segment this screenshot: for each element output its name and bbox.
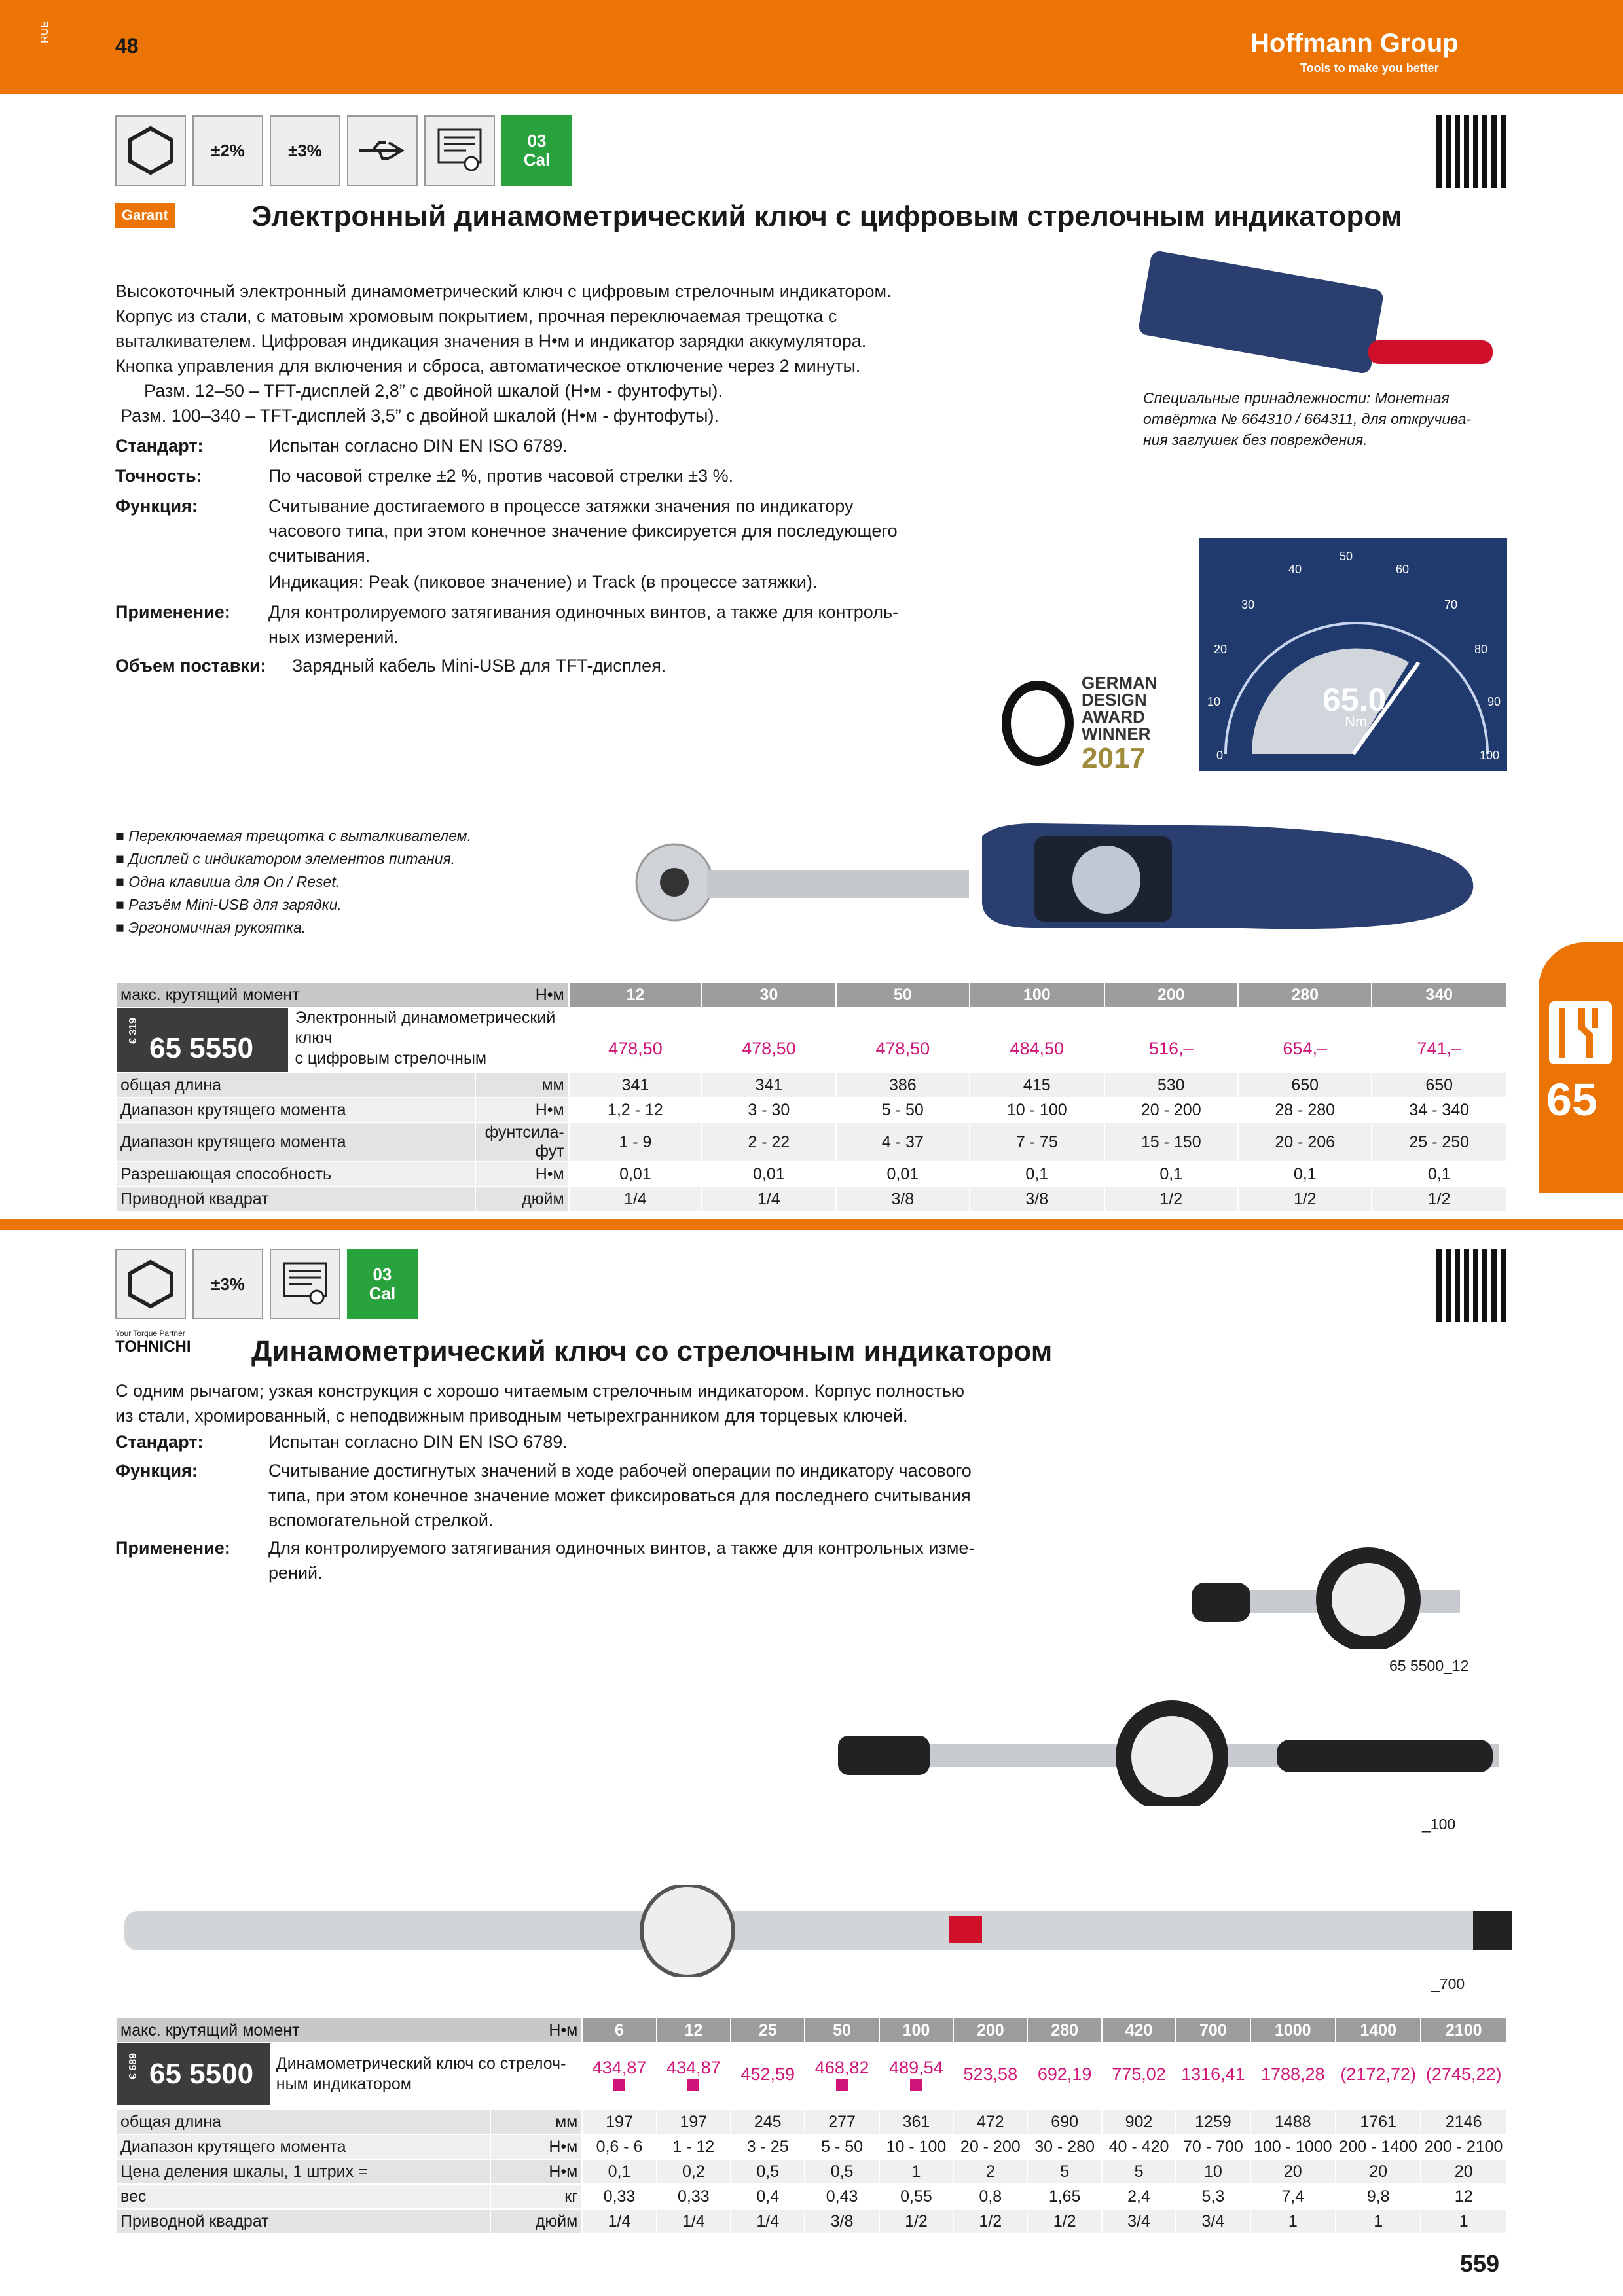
design-award-logo — [1002, 681, 1074, 766]
accessory-note: Специальные принадлежности: Монетная отвёртка № 664310 / 664311, для откручива- ния заглушек без повреждения. — [1143, 389, 1472, 448]
table-cell: 34 - 340 — [1372, 1098, 1506, 1122]
spec-table-1 — [115, 1072, 1507, 1212]
table-cell: 3/8 — [836, 1187, 970, 1211]
row-label: Разрешающая способность — [116, 1162, 475, 1187]
section2-title: Динамометрический ключ со стрелочным индикатором — [251, 1335, 1053, 1367]
section-divider — [0, 1219, 1623, 1230]
table-cell: 245 — [731, 2109, 805, 2134]
table1-size: 50 — [836, 982, 970, 1007]
screwdriver-photo — [1368, 340, 1493, 364]
table-cell: 0,1 — [1372, 1162, 1506, 1187]
stock-mark-icon — [613, 2079, 625, 2091]
table-cell: 1,65 — [1027, 2184, 1101, 2209]
gauge-value: 65.0 — [1322, 681, 1387, 718]
table-cell: 1/2 — [1027, 2209, 1101, 2234]
table1-size: 280 — [1238, 982, 1372, 1007]
table-cell: 0,1 — [970, 1162, 1104, 1187]
table-cell: 1 — [1421, 2209, 1506, 2234]
table2-size: 25 — [731, 2018, 805, 2043]
table-cell: 100 - 1000 — [1250, 2134, 1336, 2159]
price-value: 1788,28 — [1260, 2064, 1325, 2084]
table-cell: 197 — [582, 2109, 656, 2134]
table-cell: 20 - 206 — [1238, 1122, 1372, 1162]
table2-size: 12 — [657, 2018, 731, 2043]
table-row — [116, 2159, 1506, 2184]
table-cell: 0,01 — [836, 1162, 970, 1187]
table-cell: 0,1 — [1104, 1162, 1238, 1187]
caption-3: _700 — [1431, 1975, 1465, 1992]
table-cell: 0,8 — [953, 2184, 1027, 2209]
dial-wrench-large-photo — [124, 1885, 1512, 1977]
table-cell: 2146 — [1421, 2109, 1506, 2134]
footer-page-number: 559 — [1460, 2250, 1500, 2277]
table-row — [116, 1122, 1506, 1162]
dial-wrench-small-photo — [1185, 1532, 1512, 1649]
table-cell: 0,33 — [657, 2184, 731, 2209]
price-value: 692,19 — [1037, 2064, 1092, 2084]
section2-specs: Стандарт: Испытан согласно DIN EN ISO 6789. Функция: Считывание достигнутых значений в ходе рабочей операции по индикатору часового типа, при этом конечное значение может фиксироваться для последнего считывания вспомогательной стрелкой. Применение: Для контролируемого затягивания одиночных винтов, а также для контрольных изме- рений. — [115, 1432, 975, 1583]
table-cell: 200 - 1400 — [1336, 2134, 1421, 2159]
table1-size: 340 — [1372, 982, 1506, 1007]
stock-mark-icon — [687, 2079, 699, 2091]
table2-size: 280 — [1027, 2018, 1101, 2043]
row-label: общая длина — [116, 1073, 475, 1098]
table-row — [116, 2134, 1506, 2159]
table-cell: 30 - 280 — [1027, 2134, 1101, 2159]
row-unit: Н•м — [475, 1098, 568, 1122]
table-cell: 20 - 200 — [1104, 1098, 1238, 1122]
price-cell — [657, 2043, 731, 2106]
table-cell: 690 — [1027, 2109, 1101, 2134]
feature-bullets: ■ Переключаемая трещотка с выталкивателем. ■ Дисплей с индикатором элементов питания. ■ Одна клавиша для On / Reset. ■ Разъём Mini-USB для зарядки. ■ Эргономичная рукоятка. — [115, 825, 471, 939]
table-cell: 0,01 — [569, 1162, 702, 1187]
table-cell: 10 — [1176, 2159, 1250, 2184]
price-value: 489,54 — [889, 2057, 943, 2077]
price-cell — [805, 2043, 879, 2106]
table2-size: 6 — [582, 2018, 656, 2043]
table-cell: 1/4 — [731, 2209, 805, 2234]
table-cell: 5 — [1102, 2159, 1176, 2184]
price-cell — [1027, 2043, 1101, 2106]
size-line-1: Разм. 12–50 – TFT-дисплей 2,8” с двойной шкалой (Н•м - фунтофуты). — [144, 381, 723, 401]
table1-size: 12 — [569, 982, 702, 1007]
feature-icons-1 — [115, 115, 572, 186]
row-unit: кг — [490, 2184, 582, 2209]
article-number-2: € 689 65 5500 — [116, 2043, 270, 2106]
table-cell: 5 — [1027, 2159, 1101, 2184]
row-unit: Н•м — [490, 2159, 582, 2184]
table2-size: 100 — [879, 2018, 953, 2043]
row-label: Приводной квадрат — [116, 1187, 475, 1211]
qr-code-2 — [1436, 1249, 1510, 1322]
table-cell: 70 - 700 — [1176, 2134, 1250, 2159]
table-cell: 5,3 — [1176, 2184, 1250, 2209]
certificate-icon — [424, 115, 495, 186]
table-cell: 25 - 250 — [1372, 1122, 1506, 1162]
table-cell: 20 — [1250, 2159, 1336, 2184]
table2-size: 420 — [1102, 2018, 1176, 2043]
section1-specs: Стандарт: Испытан согласно DIN EN ISO 6789. Точность: По часовой стрелке ±2 %, против часовой стрелки ±3 %. Функция: Считывание достигаемого в процессе затяжки значения по индикатору часового типа, при этом конечное значение фиксируется для последующего считывания. Индикация: Peak (пиковое значение) и Track (в процессе затяжки). Применение: Для контролируемого затягивания одиночных винтов, а также для контроль- ных измерений. Объем поставки: Зарядный кабель Mini-USB для TFT-дисплея. — [115, 436, 899, 675]
wrench-tool-icon — [1549, 1001, 1612, 1064]
price-value: (2172,72) — [1340, 2064, 1416, 2084]
row-unit: фунтсила-фут — [475, 1122, 568, 1162]
price-cell: 478,50 — [569, 1007, 702, 1090]
price-value: 468,82 — [814, 2057, 869, 2077]
table1-size: 200 — [1104, 982, 1238, 1007]
table-row — [116, 2184, 1506, 2209]
gauge-unit: Nm — [1345, 713, 1368, 730]
calibration-badge: 03 Cal — [347, 1249, 418, 1319]
table-cell: 0,33 — [582, 2184, 656, 2209]
garant-logo: Garant — [115, 203, 175, 228]
tohnichi-logo: Your Torque Partner TOHNICHI — [115, 1329, 191, 1355]
table-row — [116, 1098, 1506, 1122]
price-cell — [953, 2043, 1027, 2106]
table2-size: 50 — [805, 2018, 879, 2043]
price-cell — [1102, 2043, 1176, 2106]
table1-size: 30 — [702, 982, 835, 1007]
hex-icon — [115, 115, 186, 186]
row-label: общая длина — [116, 2109, 490, 2134]
table-row — [116, 1187, 1506, 1211]
language-code: RUE — [39, 21, 50, 43]
row-unit: мм — [475, 1073, 568, 1098]
table-row — [116, 2109, 1506, 2134]
table-cell: 1/2 — [879, 2209, 953, 2234]
usb-icon — [347, 115, 418, 186]
row-unit: Н•м — [475, 1162, 568, 1187]
price-cell — [1250, 2043, 1336, 2106]
price-cell: 478,50 — [836, 1007, 970, 1090]
brand-name: Hoffmann Group — [1250, 29, 1459, 58]
chapter-tab — [1539, 942, 1623, 1193]
price-cell — [1336, 2043, 1421, 2106]
brand-tagline: Tools to make you better — [1300, 62, 1439, 75]
accuracy-3-icon: ±3% — [270, 115, 340, 186]
table-row — [116, 1162, 1506, 1187]
certificate-icon — [270, 1249, 340, 1319]
product-name-2: Динамометрический ключ со стрелоч- ным индикатором — [270, 2043, 583, 2106]
table-cell: 1488 — [1250, 2109, 1336, 2134]
table-cell: 1/2 — [1104, 1187, 1238, 1211]
table-cell: 386 — [836, 1073, 970, 1098]
calibration-badge: 03 Cal — [501, 115, 572, 186]
table2-size: 1000 — [1250, 2018, 1336, 2043]
table-cell: 20 — [1336, 2159, 1421, 2184]
row-label: вес — [116, 2184, 490, 2209]
row-label: Цена деления шкалы, 1 штрих = — [116, 2159, 490, 2184]
price-cell: 516,– — [1104, 1007, 1238, 1090]
gauge-ticks: 0 10 20 30 40 50 60 70 80 90 100 — [1207, 550, 1501, 762]
table-cell: 1 - 12 — [657, 2134, 731, 2159]
table-cell: 341 — [702, 1073, 835, 1098]
table-cell: 1/2 — [953, 2209, 1027, 2234]
table-cell: 1/4 — [582, 2209, 656, 2234]
row-label: Диапазон крутящего момента — [116, 1098, 475, 1122]
section1-description: Высокоточный электронный динамометрический ключ с цифровым стрелочным индикатором. Корпус из стали, с матовым хромовым покрытием, прочная переключаемая трещотка с выталкивателем. Цифровая индикация значения в Н•м и индикатор зарядки аккумулятора. Кнопка управления для включения и сброса, автоматическое отключение через 2 минуты. — [115, 281, 892, 376]
table-cell: 7 - 75 — [970, 1122, 1104, 1162]
price-cell — [879, 2043, 953, 2106]
table-cell: 5 - 50 — [836, 1098, 970, 1122]
table-cell: 1 — [1250, 2209, 1336, 2234]
price-cell — [1421, 2043, 1506, 2106]
accuracy-3-icon: ±3% — [192, 1249, 263, 1319]
price-cell — [731, 2043, 805, 2106]
table-cell: 40 - 420 — [1102, 2134, 1176, 2159]
table-cell: 1761 — [1336, 2109, 1421, 2134]
table-cell: 28 - 280 — [1238, 1098, 1372, 1122]
price-value: 452,59 — [740, 2064, 795, 2084]
product-table-2 — [115, 2017, 1507, 2106]
table-cell: 12 — [1421, 2184, 1506, 2209]
price-cell: 741,– — [1372, 1007, 1506, 1090]
table-cell: 2,4 — [1102, 2184, 1176, 2209]
price-value: 434,87 — [592, 2057, 647, 2077]
table-row — [116, 1073, 1506, 1098]
table-cell: 530 — [1104, 1073, 1238, 1098]
table1-size: 100 — [970, 982, 1104, 1007]
table-cell: 650 — [1372, 1073, 1506, 1098]
table-cell: 3/8 — [805, 2209, 879, 2234]
table-cell: 0,01 — [702, 1162, 835, 1187]
table-cell: 3/4 — [1176, 2209, 1250, 2234]
table-cell: 1/2 — [1238, 1187, 1372, 1211]
stock-mark-icon — [836, 2079, 848, 2091]
table-cell: 9,8 — [1336, 2184, 1421, 2209]
table-cell: 3/8 — [970, 1187, 1104, 1211]
table-cell: 2 — [953, 2159, 1027, 2184]
table-cell: 0,55 — [879, 2184, 953, 2209]
table-cell: 1/2 — [1372, 1187, 1506, 1211]
electronic-wrench-photo — [629, 817, 1480, 948]
article-number-1: € 319 65 5550 — [116, 1007, 289, 1090]
table-cell: 0,1 — [1238, 1162, 1372, 1187]
table2-size: 1400 — [1336, 2018, 1421, 2043]
price-cell: 654,– — [1238, 1007, 1372, 1090]
price-cell — [582, 2043, 656, 2106]
table-cell: 197 — [657, 2109, 731, 2134]
table-cell: 5 - 50 — [805, 2134, 879, 2159]
accuracy-2-icon: ±2% — [192, 115, 263, 186]
chapter-number: 65 — [1546, 1074, 1597, 1125]
stock-mark-icon — [910, 2079, 922, 2091]
section1-title: Электронный динамометрический ключ с цифровым стрелочным индикатором — [251, 200, 1403, 232]
table-cell: 0,4 — [731, 2184, 805, 2209]
price-cell: 484,50 — [970, 1007, 1104, 1090]
price-value: (2745,22) — [1425, 2064, 1502, 2084]
row-unit: Н•м — [490, 2134, 582, 2159]
table-cell: 0,6 - 6 — [582, 2134, 656, 2159]
table-cell: 1259 — [1176, 2109, 1250, 2134]
row-unit: дюйм — [490, 2209, 582, 2234]
product-name-1: Электронный динамометрический ключ с цифровым стрелочным — [289, 1007, 568, 1090]
table-cell: 361 — [879, 2109, 953, 2134]
table-cell: 1 - 9 — [569, 1122, 702, 1162]
table-cell: 1 — [1336, 2209, 1421, 2234]
row-label: Диапазон крутящего момента — [116, 1122, 475, 1162]
price-cell — [1176, 2043, 1250, 2106]
row-label: Диапазон крутящего момента — [116, 2134, 490, 2159]
table-cell: 20 — [1421, 2159, 1506, 2184]
table-cell: 10 - 100 — [879, 2134, 953, 2159]
row-unit: мм — [490, 2109, 582, 2134]
table-cell: 20 - 200 — [953, 2134, 1027, 2159]
table-cell: 1/4 — [657, 2209, 731, 2234]
table-cell: 3 - 30 — [702, 1098, 835, 1122]
hex-icon — [115, 1249, 186, 1319]
table-cell: 0,2 — [657, 2159, 731, 2184]
table2-head-label: макс. крутящий момент Н•м — [116, 2018, 582, 2043]
table-cell: 1/4 — [569, 1187, 702, 1211]
table-cell: 1,2 - 12 — [569, 1098, 702, 1122]
table2-size: 700 — [1176, 2018, 1250, 2043]
qr-code-1 — [1436, 115, 1510, 188]
table-cell: 3 - 25 — [731, 2134, 805, 2159]
price-cell: 478,50 — [702, 1007, 835, 1090]
table-cell: 4 - 37 — [836, 1122, 970, 1162]
table-cell: 341 — [569, 1073, 702, 1098]
spec-table-2 — [115, 2109, 1507, 2234]
caption-1: 65 5500_12 — [1389, 1657, 1469, 1674]
size-line-2: Разм. 100–340 – TFT-дисплей 3,5” с двойной шкалой (Н•м - фунтофуты). — [120, 406, 719, 425]
table-cell: 472 — [953, 2109, 1027, 2134]
table-cell: 0,1 — [582, 2159, 656, 2184]
table-cell: 650 — [1238, 1073, 1372, 1098]
section2-description: С одним рычагом; узкая конструкция с хорошо читаемым стрелочным индикатором. Корпус полностью из стали, хромированный, с неподвижным приводным четырехгранником для торцевых ключей. — [115, 1381, 965, 1426]
table2-size: 2100 — [1421, 2018, 1506, 2043]
table-cell: 1 — [879, 2159, 953, 2184]
table-row — [116, 2209, 1506, 2234]
dial-wrench-medium-photo — [831, 1689, 1512, 1806]
row-label: Приводной квадрат — [116, 2209, 490, 2234]
page-number: 48 — [115, 34, 139, 58]
feature-icons-2 — [115, 1249, 418, 1319]
table-cell: 7,4 — [1250, 2184, 1336, 2209]
table-cell: 0,5 — [731, 2159, 805, 2184]
price-value: 434,87 — [666, 2057, 721, 2077]
table1-head-label: макс. крутящий момент Н•м — [116, 982, 569, 1007]
table-cell: 1/4 — [702, 1187, 835, 1211]
row-unit: дюйм — [475, 1187, 568, 1211]
table-cell: 200 - 2100 — [1421, 2134, 1506, 2159]
design-award-text: GERMAN DESIGN AWARD WINNER 2017 — [1082, 673, 1158, 774]
table-cell: 2 - 22 — [702, 1122, 835, 1162]
table-cell: 0,5 — [805, 2159, 879, 2184]
table-cell: 3/4 — [1102, 2209, 1176, 2234]
table-cell: 0,43 — [805, 2184, 879, 2209]
price-value: 523,58 — [963, 2064, 1018, 2084]
price-value: 775,02 — [1112, 2064, 1166, 2084]
table2-size: 200 — [953, 2018, 1027, 2043]
wrench-handle-photo — [1137, 250, 1384, 375]
table-cell: 15 - 150 — [1104, 1122, 1238, 1162]
table-cell: 277 — [805, 2109, 879, 2134]
caption-2: _100 — [1422, 1816, 1456, 1833]
table-cell: 10 - 100 — [970, 1098, 1104, 1122]
table-cell: 415 — [970, 1073, 1104, 1098]
table-cell: 902 — [1102, 2109, 1176, 2134]
price-value: 1316,41 — [1181, 2064, 1245, 2084]
